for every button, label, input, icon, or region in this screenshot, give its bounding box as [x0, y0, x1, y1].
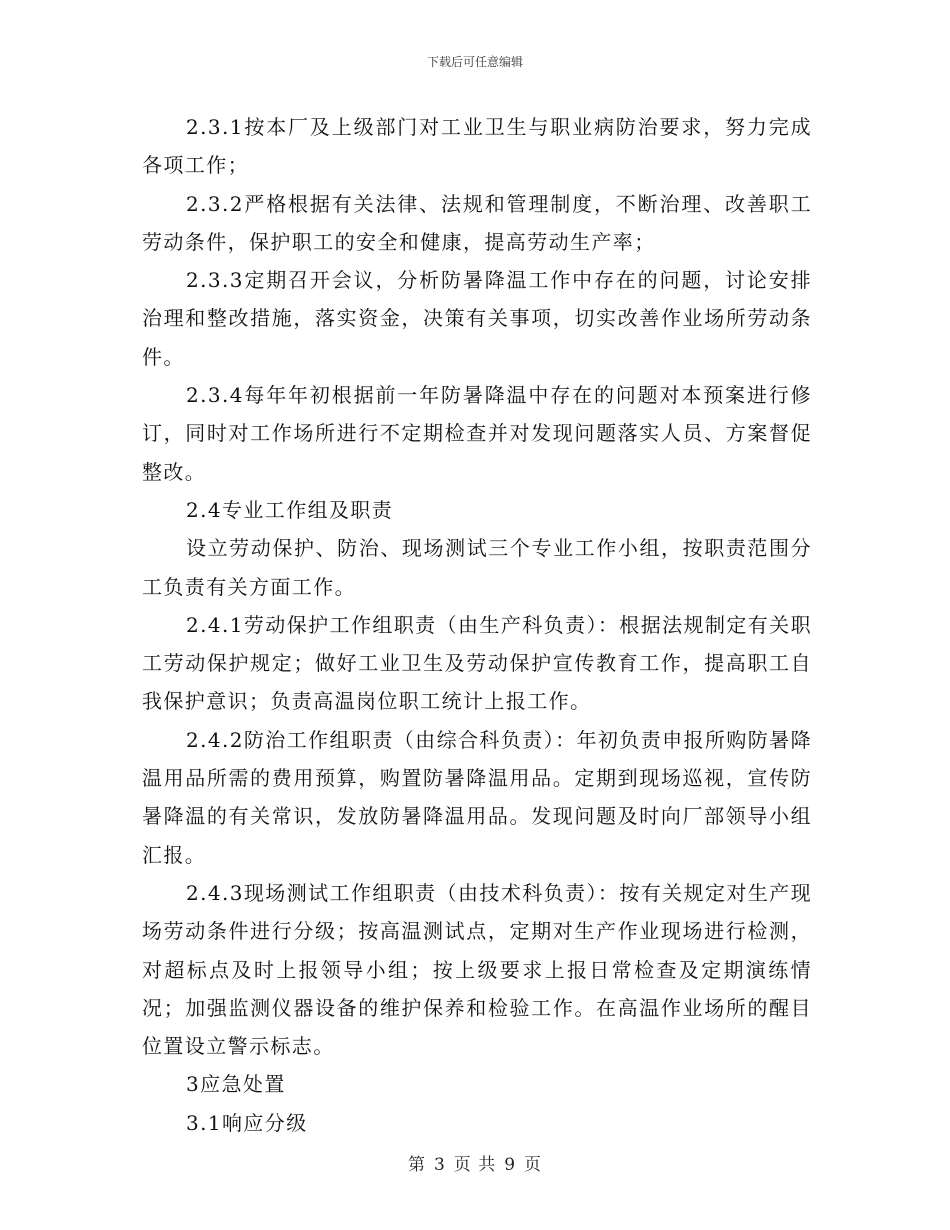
document-body [142, 108, 812, 1142]
footer-total-pages: 9 [504, 1155, 517, 1175]
footer-prefix: 第 [407, 1155, 426, 1175]
footer-middle: 页 共 [453, 1155, 497, 1175]
section-heading-3-1: 3.1响应分级 [186, 1110, 308, 1135]
paragraph-intro-2-4: 设立劳动保护、防治、现场测试三个专业工作小组，按职责范围分工负责有关方面工作。 [142, 536, 812, 599]
page-footer [0, 1150, 950, 1175]
paragraph-2-4-2: 2.4.2防治工作组职责（由综合科负责）：年初负责申报所购防暑降温用品所需的费用预算，购置防暑降温用品。定期到现场巡视，宣传防暑降温的有关常识，发放防暑降温用品。发现问题及时向厂部领导小组汇报。 [142, 727, 812, 867]
paragraph-2-3-2: 2.3.2严格根据有关法律、法规和管理制度，不断治理、改善职工劳动条件，保护职工的安全和健康，提高劳动生产率； [142, 191, 812, 254]
section-heading-2-4: 2.4专业工作组及职责 [186, 497, 394, 522]
page-header-note: 下载后可任意编辑 [426, 55, 523, 69]
paragraph-2-4-1: 2.4.1劳动保护工作组职责（由生产科负责）：根据法规制定有关职工劳动保护规定；做好工业卫生及劳动保护宣传教育工作，提高职工自我保护意识；负责高温岗位职工统计上报工作。 [142, 612, 812, 714]
section-heading-3: 3应急处置 [186, 1072, 286, 1097]
paragraph-2-3-3: 2.3.3定期召开会议，分析防暑降温工作中存在的问题，讨论安排治理和整改措施，落实资金，决策有关事项，切实改善作业场所劳动条件。 [142, 268, 812, 369]
paragraph-2-3-1: 2.3.1按本厂及上级部门对工业卫生与职业病防治要求，努力完成各项工作； [142, 115, 812, 178]
paragraph-2-4-3: 2.4.3现场测试工作组职责（由技术科负责）：按有关规定对生产现场劳动条件进行分级；按高温测试点，定期对生产作业现场进行检测，对超标点及时上报领导小组；按上级要求上报日常检查及定期演练情况；加强监测仪器设备的维护保养和检验工作。在高温作业场所的醒目位置设立警示标志。 [142, 880, 812, 1059]
footer-suffix: 页 [524, 1155, 543, 1175]
footer-current-page: 3 [433, 1155, 446, 1175]
paragraph-2-3-4: 2.3.4每年年初根据前一年防暑降温中存在的问题对本预案进行修订，同时对工作场所进行不定期检查并对发现问题落实人员、方案督促整改。 [142, 383, 812, 484]
